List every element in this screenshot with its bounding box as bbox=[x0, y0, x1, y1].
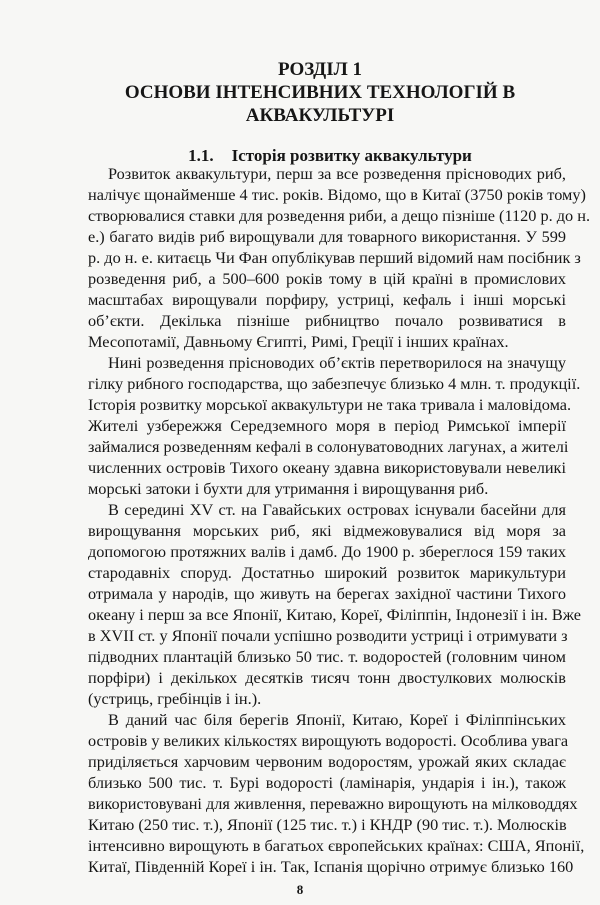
chapter-title-line-2: АКВАКУЛЬТУРІ bbox=[245, 105, 395, 126]
text-line: р. до н. е. китаєць Чи Фан опублікував перший відомий нам посібник з bbox=[88, 248, 581, 267]
text-line: приділяється харчовим червоним водоростям, урожай яких складає bbox=[88, 752, 566, 771]
text-line: допомогою протяжних валів і дамб. До 1900 р. збереглося 159 таких bbox=[88, 542, 566, 561]
text-line: близько 500 тис. т. Бурі водорості (ламінарія, ундарія і ін.), також bbox=[88, 773, 566, 792]
text-line: займалися розведенням кефалі в солонуватоводних лагунах, а жителі bbox=[88, 437, 569, 456]
text-line: Нині розведення прісноводих об’єктів перетворилося на значущу bbox=[108, 353, 566, 372]
text-line: створювалися ставки для розведення риби, а дещо пізніше (1120 р. до н. bbox=[88, 206, 591, 225]
text-line: (устриць, гребінців і ін.). bbox=[88, 689, 262, 708]
text-line: океану і перш за все Японії, Китаю, Кореї, Філіппін, Індонезії і ін. Вже bbox=[88, 605, 581, 624]
text-line: численних островів Тихого океану здавна використовували невеликі bbox=[88, 458, 566, 477]
chapter-title-line-1: ОСНОВИ ІНТЕНСИВНИХ ТЕХНОЛОГІЙ В bbox=[124, 82, 516, 103]
chapter-label: РОЗДІЛ 1 bbox=[277, 59, 362, 80]
text-line: В середині XV ст. на Гавайських островах існували басейни для bbox=[108, 500, 566, 519]
text-line: Історія розвитку морської аквакультури не така тривала і маловідома. bbox=[88, 395, 572, 414]
text-line: Месопотамії, Давньому Єгипті, Римі, Греції і інших країнах. bbox=[88, 332, 509, 351]
text-line: гілку рибного господарства, що забезпечує близько 4 млн. т. продукції. bbox=[88, 374, 581, 393]
page-number: 8 bbox=[296, 882, 304, 897]
text-line: Китаї, Південній Кореї і ін. Так, Іспанія щорічно отримує близько 160 bbox=[88, 857, 574, 876]
text-line: стародавніх споруд. Достатньо широкий розвиток марикультури bbox=[88, 563, 566, 582]
text-line: Розвиток аквакультури, перш за все розведення прісноводих риб, bbox=[108, 164, 566, 183]
text-line: островів у великих кількостях вирощують водорості. Особлива увага bbox=[88, 731, 569, 750]
text-line: масштабах вирощували порфиру, устриці, кефаль і інші морські bbox=[88, 290, 566, 309]
text-line: Китаю (250 тис. т.), Японії (125 тис. т.) і КНДР (90 тис. т.). Молюсків bbox=[88, 815, 567, 834]
text-line: вирощування морських риб, які відмежовувалися від моря за bbox=[88, 521, 566, 540]
text-line: розведення риб, а 500–600 років тому в цій країні в промислових bbox=[88, 269, 566, 288]
text-line: отримала у народів, що живуть на берегах західної частини Тихого bbox=[88, 584, 566, 603]
text-line: порфіри) і декількох десятків тисяч тонн двостулкових молюсків bbox=[88, 668, 566, 687]
text-line: Жителі узбережжя Середземного моря в період Римської імперії bbox=[88, 416, 566, 435]
text-line: підводних плантацій близько 50 тис. т. водоростей (головним чином bbox=[88, 647, 566, 666]
text-line: В даний час біля берегів Японії, Китаю, Кореї і Філіппінських bbox=[108, 710, 566, 729]
section-number: 1.1. bbox=[188, 146, 214, 165]
text-line: в XVII ст. у Японії почали успішно розводити устриці і отримувати з bbox=[88, 626, 568, 645]
text-line: е.) багато видів риб вирощували для товарного використання. У 599 bbox=[88, 227, 566, 246]
text-line: налічує щонайменше 4 тис. років. Відомо, що в Китаї (3750 років тому) bbox=[88, 185, 586, 204]
text-line: морські затоки і бухти для утримання і вирощування риб. bbox=[88, 479, 489, 498]
section-title: Історія розвитку аквакультури bbox=[231, 146, 472, 165]
text-line: інтенсивно вирощують в багатьох європейських країнах: США, Японії, bbox=[88, 836, 585, 855]
text-line: використовувані для живлення, переважно вирощують на мілководдях bbox=[88, 794, 578, 813]
text-line: об’єкти. Декілька пізніше рибництво почало розвиватися в bbox=[88, 311, 566, 330]
